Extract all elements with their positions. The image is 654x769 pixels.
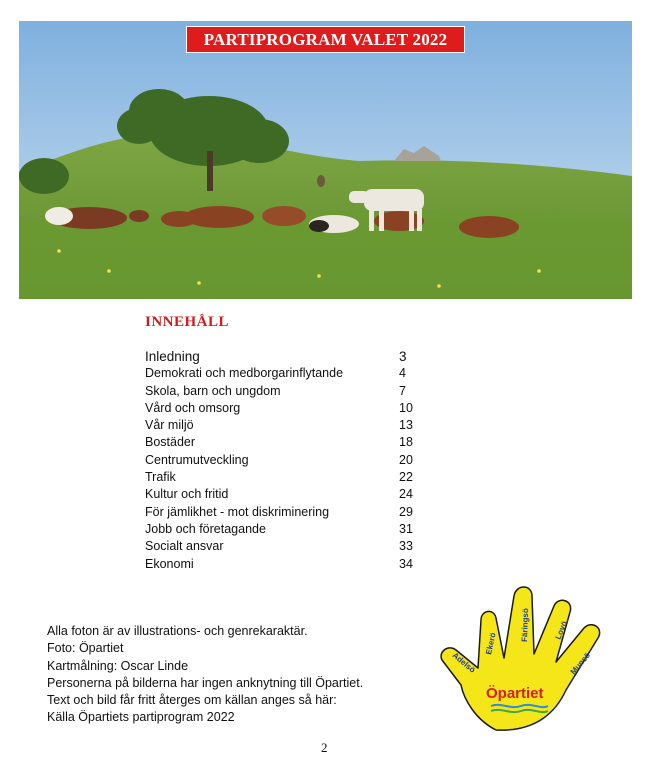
toc-entry-page: 31 <box>399 521 413 536</box>
finger-label-munso: Munsö <box>568 650 593 677</box>
toc-entry <box>145 521 415 538</box>
toc-entry <box>145 469 415 486</box>
finger-label-faringso: Färingsö <box>520 607 531 643</box>
toc-entry <box>145 434 415 451</box>
toc-entry-title: Demokrati och medborgarinflytande <box>145 366 344 381</box>
toc-entry-page: 20 <box>399 452 413 467</box>
credit-line: Foto: Öpartiet <box>47 641 124 656</box>
toc-entry <box>145 538 415 555</box>
toc-entry <box>145 348 415 365</box>
toc-entry-page: 10 <box>399 400 413 415</box>
toc-entry <box>145 486 415 503</box>
toc-entry-page: 33 <box>399 539 413 554</box>
logo-wordmark: Öpartiet <box>486 685 544 702</box>
toc-entry-title: Vår miljö <box>145 418 194 433</box>
toc-entry-title: Socialt ansvar <box>145 539 224 554</box>
photo-credits <box>47 623 363 727</box>
toc-entry-title: För jämlikhet - mot diskriminering <box>145 504 330 519</box>
finger-label-ekero: Ekerö <box>484 631 498 656</box>
toc-entry-title: Jobb och företagande <box>145 521 266 536</box>
page-number: 2 <box>321 740 328 755</box>
toc-entry-title: Skola, barn och ungdom <box>145 383 281 398</box>
toc-entry <box>145 504 415 521</box>
credit-line: Personerna på bilderna har ingen anknytning till Öpartiet. <box>47 675 364 690</box>
toc-entry-page: 4 <box>399 366 406 381</box>
toc-entry-title: Ekonomi <box>145 556 194 571</box>
toc-entry <box>145 417 415 434</box>
credit-line: Kartmålning: Oscar Linde <box>47 658 189 673</box>
credit-line: Text och bild får fritt återges om källan anges så här: <box>47 693 337 708</box>
toc-entry-title: Inledning <box>145 349 200 364</box>
toc-entry <box>145 400 415 417</box>
toc-entry <box>145 556 415 573</box>
document-title: PARTIPROGRAM VALET 2022 <box>186 26 465 53</box>
credit-line: Alla foton är av illustrations- och genrekaraktär. <box>47 624 308 638</box>
toc-entry <box>145 452 415 469</box>
toc-entry <box>145 383 415 400</box>
credit-line: Källa Öpartiets partiprogram 2022 <box>47 710 235 725</box>
toc-entry-title: Trafik <box>145 470 176 485</box>
cows-pasture-photo <box>19 21 632 299</box>
finger-label-lovo: Lovö <box>553 619 570 641</box>
toc-heading: INNEHÅLL <box>145 314 230 330</box>
toc-entry-page: 29 <box>399 504 413 519</box>
toc-entry-page: 18 <box>399 435 413 450</box>
opartiet-hand-logo <box>436 580 614 735</box>
table-of-contents <box>145 348 415 573</box>
toc-entry-title: Centrumutveckling <box>145 452 249 467</box>
toc-entry-title: Vård och omsorg <box>145 400 241 415</box>
toc-entry <box>145 365 415 382</box>
toc-entry-page: 13 <box>399 418 413 433</box>
toc-entry-page: 7 <box>399 383 406 398</box>
toc-entry-title: Bostäder <box>145 435 196 450</box>
finger-label-adelso: Adelsö <box>450 650 477 675</box>
toc-entry-title: Kultur och fritid <box>145 487 229 502</box>
toc-entry-page: 3 <box>399 349 407 364</box>
toc-entry-page: 22 <box>399 470 413 485</box>
toc-entry-page: 24 <box>399 487 413 502</box>
toc-entry-page: 34 <box>399 556 413 571</box>
